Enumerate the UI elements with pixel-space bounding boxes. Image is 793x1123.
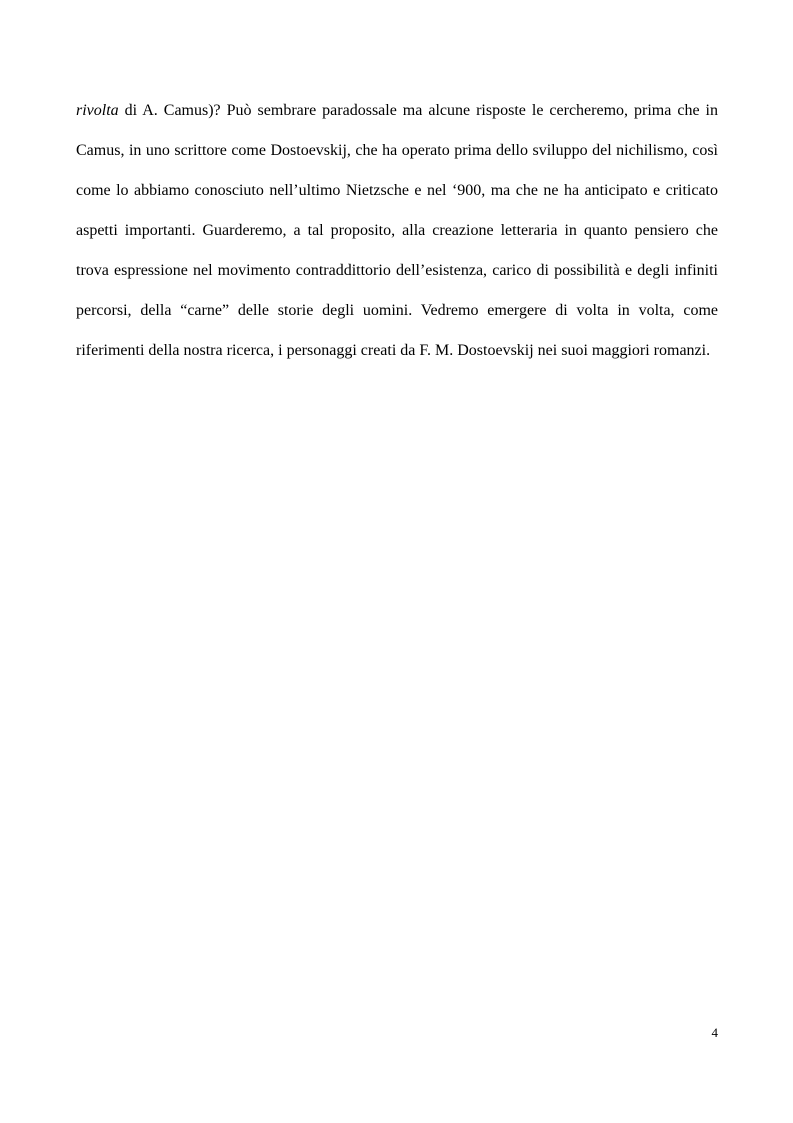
italic-lead-word: rivolta [76,102,119,119]
page-number: 4 [711,1025,718,1040]
paragraph-text: di A. Camus)? Può sembrare paradossale ma alcune risposte le cercheremo, prima che in Camus, in uno scrittore come Dostoevskij, che ha operato prima dello sviluppo del nichilismo, così come lo abbiamo conosciuto nell’ultimo Nietzsche e nel ‘900, ma che ne ha anticipato e criticato aspetti importanti. Guarderemo, a tal proposito, alla creazione letteraria in quanto pensiero che trova espressione nel movimento contraddittorio dell’esistenza, carico di possibilità e degli infiniti percorsi, della “carne” delle storie degli uomini. Vedremo emergere di volta in volta, come riferimenti della nostra ricerca, i personaggi creati da F. M. Dostoevskij nei suoi maggiori romanzi. [76,102,718,359]
body-paragraph [76,91,718,371]
